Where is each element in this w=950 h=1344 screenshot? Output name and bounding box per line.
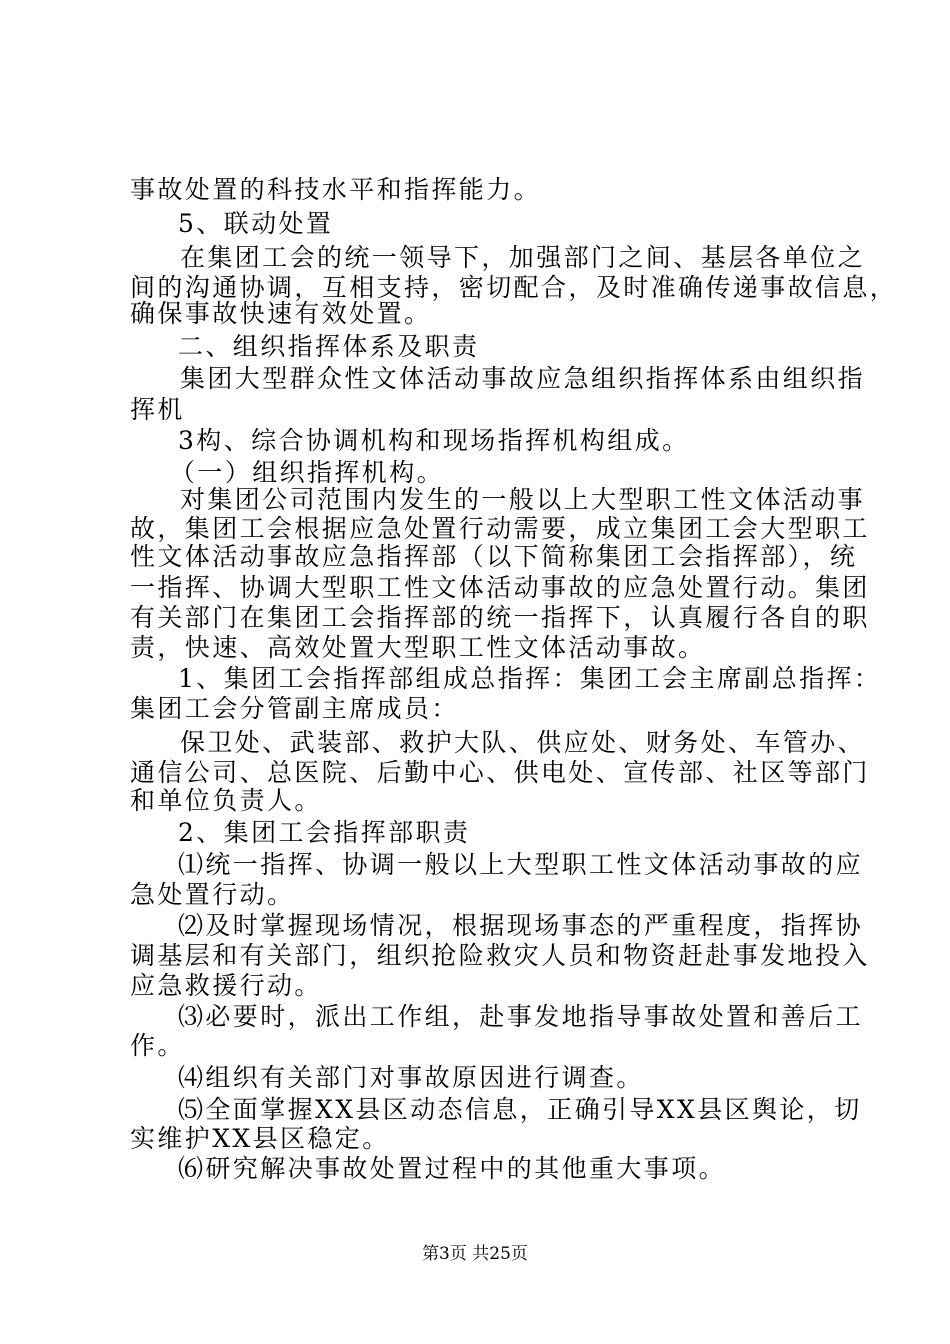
text-line: 确保事故快速有效处置。 [130, 299, 432, 328]
section-heading: （一）组织指挥机构。 [170, 458, 445, 487]
text-line: 1、集团工会指挥部组成总指挥：集团工会主席副总指挥： [178, 664, 882, 693]
text-line: 责，快速、高效处置大型职工性文体活动事故。 [130, 633, 706, 662]
text-line: 一指挥、协调大型职工性文体活动事故的应急处置行动。集团 [130, 573, 870, 602]
section-heading: 5、联动处置 [178, 209, 334, 238]
text-line: 集团工会分管副主席成员： [130, 694, 459, 723]
section-heading: 2、集团工会指挥部职责 [178, 818, 471, 847]
text-line: 实维护XX县区稳定。 [130, 1124, 390, 1153]
text-line: 挥机 [130, 395, 185, 424]
text-line: 和单位负责人。 [130, 786, 322, 815]
text-line: 在集团工会的统一领导下，加强部门之间、基层各单位之 [180, 243, 866, 272]
list-item: ⑶必要时，派出工作组，赴事发地指导事故处置和善后工 [178, 1002, 864, 1031]
text-line: 性文体活动事故应急指挥部（以下简称集团工会指挥部），统 [130, 542, 858, 571]
text-line: 作。 [130, 1031, 185, 1060]
list-item: ⑸全面掌握XX县区动态信息，正确引导XX县区舆论，切 [178, 1095, 862, 1124]
text-line: 对集团公司范围内发生的一般以上大型职工性文体活动事 [180, 485, 866, 514]
text-line: 通信公司、总医院、后勤中心、供电处、宣传部、社区等部门 [130, 758, 870, 787]
text-line: 间的沟通协调，互相支持，密切配合，及时准确传递事故信息， [130, 273, 898, 302]
text-line: 3构、综合协调机构和现场指挥机构组成。 [178, 426, 690, 455]
list-item: ⑴统一指挥、协调一般以上大型职工性文体活动事故的应 [178, 850, 864, 879]
text-line: 事故处置的科技水平和指挥能力。 [130, 175, 542, 204]
text-line: 调基层和有关部门，组织抢险救灾人员和物资赶赴事发地投入 [130, 941, 870, 970]
list-item: ⑹研究解决事故处置过程中的其他重大事项。 [178, 1154, 727, 1183]
list-item: ⑷组织有关部门对事故原因进行调查。 [178, 1063, 644, 1092]
list-item: ⑵及时掌握现场情况，根据现场事态的严重程度，指挥协 [178, 911, 864, 940]
text-line: 急处置行动。 [130, 880, 295, 909]
page-number: 第3页 共25页 [422, 1244, 528, 1264]
text-line: 故，集团工会根据应急处置行动需要，成立集团工会大型职工 [130, 514, 870, 543]
section-heading: 二、组织指挥体系及职责 [178, 332, 480, 361]
text-line: 集团大型群众性文体活动事故应急组织指挥体系由组织指 [180, 364, 866, 393]
text-line: 应急救援行动。 [130, 971, 322, 1000]
text-line: 保卫处、武装部、救护大队、供应处、财务处、车管办、 [180, 728, 866, 757]
text-line: 有关部门在集团工会指挥部的统一指挥下，认真履行各自的职 [130, 603, 870, 632]
